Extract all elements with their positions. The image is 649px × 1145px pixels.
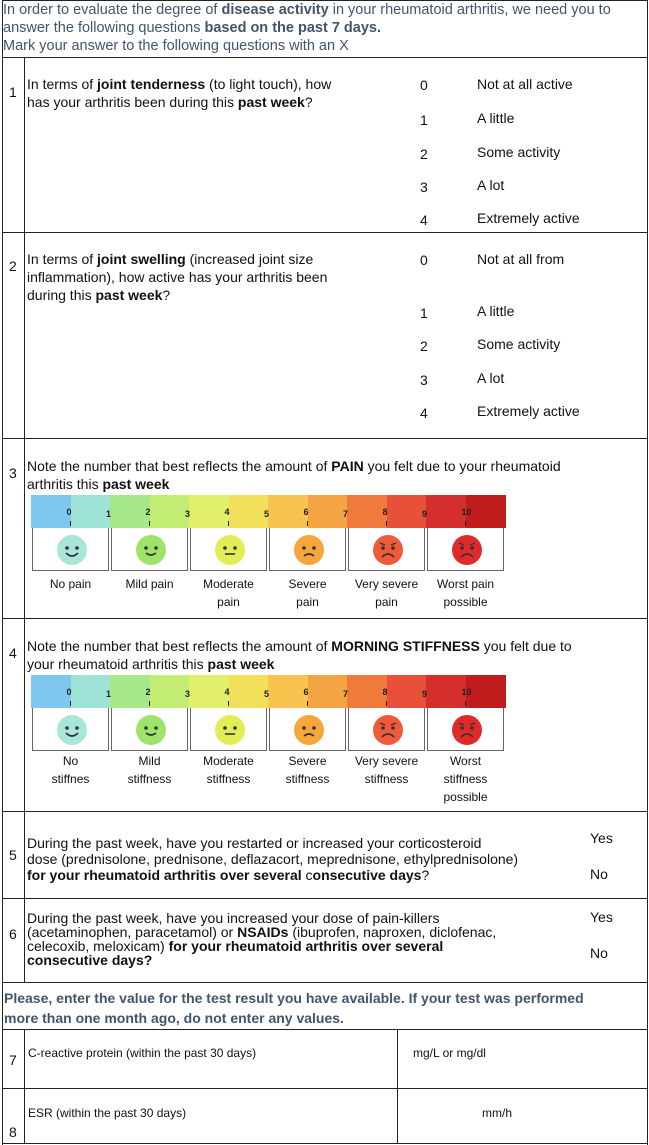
header-line-1: In order to evaluate the degree of disease activity in your rheumatoid arthritis, we need you to (3, 2, 611, 18)
scale-tick-label: 4 (224, 507, 230, 517)
border-left (2, 0, 3, 1145)
face-box (348, 708, 425, 751)
scale-label-line: stiffness (364, 772, 409, 786)
option-value[interactable]: 1 (420, 305, 428, 321)
face-icon (213, 533, 247, 572)
border-bottom (2, 1143, 648, 1144)
scale-label-line: Mild pain (125, 577, 174, 591)
row-divider (2, 982, 648, 983)
scale-segment[interactable] (308, 675, 348, 708)
option-value[interactable]: 4 (420, 212, 428, 228)
scale-segment[interactable] (189, 495, 229, 528)
face-box (348, 528, 425, 571)
face-icon (450, 713, 484, 752)
scale-label-line: possible (443, 790, 488, 804)
row-divider (2, 618, 648, 619)
scale-tick-mark (465, 701, 466, 706)
question-4-text: Note the number that best reflects the amount of MORNING STIFFNESS you felt due to (27, 638, 572, 654)
scale-tick-label: 8 (382, 687, 388, 697)
scale-tick-mark (70, 521, 71, 526)
scale-label-line: stiffness (206, 772, 251, 786)
face-icon (292, 533, 326, 572)
scale-segment[interactable] (31, 495, 71, 528)
option-label[interactable]: A lot (477, 177, 505, 193)
question-3-text: arthritis this past week (27, 476, 170, 492)
scale-label-line: pain (217, 595, 240, 609)
question-2-text: inflammation), how active has your arthritis been (27, 269, 328, 285)
scale-tick-label: 3 (185, 689, 191, 699)
scale-tick-label: 1 (106, 689, 112, 699)
scale-label (268, 575, 347, 611)
scale-label-line: stiffness (285, 772, 330, 786)
border-right (647, 0, 648, 1145)
question-number: 1 (9, 84, 17, 100)
scale-segment[interactable] (268, 495, 308, 528)
scale-label-line: Very severe (354, 577, 419, 591)
yes-option[interactable]: Yes (590, 830, 613, 846)
scale-label-line: pain (296, 595, 319, 609)
pain-scale[interactable] (31, 495, 505, 528)
scale-tick-mark (307, 521, 308, 526)
scale-label-line: stiffnes (51, 772, 90, 786)
scale-segment[interactable] (229, 495, 269, 528)
question-5-text: During the past week, have you restarted or increased your corticosteroid (27, 835, 482, 851)
question-5-text: for your rheumatoid arthritis over several consecutive days? (27, 867, 430, 883)
scale-label-line: Worst pain (436, 577, 495, 591)
scale-tick-label: 9 (422, 509, 428, 519)
scale-segment[interactable] (387, 495, 427, 528)
scale-tick-mark (228, 521, 229, 526)
scale-tick-label: 1 (106, 509, 112, 519)
scale-label (110, 575, 189, 593)
face-icon (134, 533, 168, 572)
scale-label-line: Severe (288, 754, 327, 768)
scale-tick-label: 3 (185, 509, 191, 519)
option-label[interactable]: A lot (477, 370, 505, 386)
scale-label-line: Moderate (203, 754, 254, 768)
number-column-divider (24, 57, 25, 982)
option-value[interactable]: 4 (420, 405, 428, 421)
scale-label-line: No (62, 754, 79, 768)
option-label[interactable]: Extremely active (477, 403, 580, 419)
scale-label (189, 575, 268, 611)
option-label[interactable]: Some activity (477, 144, 561, 160)
scale-label-line: pain (375, 595, 398, 609)
question-1-text: has your arthritis been during this past week? (27, 94, 313, 110)
question-number: 4 (9, 645, 17, 661)
face-box (32, 528, 109, 571)
face-icon (371, 713, 405, 752)
scale-tick-mark (465, 521, 466, 526)
row-divider (2, 57, 648, 58)
header-line-3: Mark your answer to the following questions with an X (3, 38, 349, 54)
scale-label-line: No pain (49, 577, 92, 591)
option-label[interactable]: A little (477, 303, 515, 319)
scale-label (268, 752, 347, 788)
esr-unit: mm/h (482, 1106, 512, 1120)
yes-option[interactable]: Yes (590, 909, 613, 925)
scale-tick-label: 0 (66, 687, 72, 697)
question-6-text: During the past week, have you increased your dose of pain-killers (27, 910, 440, 926)
scale-segment[interactable] (268, 675, 308, 708)
scale-label (347, 575, 426, 611)
scale-tick-mark (307, 701, 308, 706)
scale-tick-label: 6 (303, 687, 309, 697)
row-divider (2, 811, 648, 812)
question-number: 2 (9, 258, 17, 274)
scale-segment[interactable] (229, 675, 269, 708)
scale-segment[interactable] (347, 675, 387, 708)
scale-tick-label: 10 (461, 687, 472, 697)
scale-segment[interactable] (71, 495, 111, 528)
face-icon (450, 533, 484, 572)
scale-label-line: Worst (449, 754, 482, 768)
scale-tick-label: 0 (66, 507, 72, 517)
option-value[interactable]: 2 (420, 338, 428, 354)
question-2-text: In terms of joint swelling (increased joint size (27, 251, 314, 267)
crp-value-field[interactable] (398, 1030, 647, 1088)
stiffness-labels (31, 752, 505, 806)
scale-tick-mark (149, 701, 150, 706)
row-divider (2, 438, 648, 439)
face-box (111, 708, 188, 751)
face-icon (55, 713, 89, 752)
face-icon (55, 533, 89, 572)
face-box (190, 528, 267, 571)
scale-segment[interactable] (110, 495, 150, 528)
scale-tick-label: 9 (422, 689, 428, 699)
scale-tick-mark (228, 701, 229, 706)
face-icon (371, 533, 405, 572)
face-icon (134, 713, 168, 752)
face-icon (213, 713, 247, 752)
option-value[interactable]: 0 (420, 77, 428, 93)
scale-label-line: Severe (288, 577, 327, 591)
scale-label (31, 575, 110, 593)
scale-label (31, 752, 110, 788)
question-1-text: In terms of joint tenderness (to light touch), how (27, 76, 332, 92)
face-box (269, 708, 346, 751)
scale-segment[interactable] (150, 675, 190, 708)
stiffness-scale[interactable] (31, 675, 505, 708)
scale-tick-label: 7 (343, 509, 349, 519)
face-box (111, 528, 188, 571)
option-value[interactable]: 0 (420, 252, 428, 268)
scale-tick-label: 5 (264, 509, 270, 519)
question-2-text: during this past week? (27, 287, 171, 303)
stiffness-faces (31, 708, 505, 751)
option-label[interactable]: A little (477, 110, 515, 126)
option-label[interactable]: Extremely active (477, 210, 580, 226)
scale-segment[interactable] (150, 495, 190, 528)
scale-label (189, 752, 268, 788)
scale-segment[interactable] (426, 675, 466, 708)
scale-label-line: Mild (138, 754, 161, 768)
number-column-divider (24, 1029, 25, 1144)
option-label[interactable]: Some activity (477, 336, 561, 352)
question-6-text: celecoxib, meloxicam) for your rheumatoid arthritis over several (27, 938, 444, 954)
scale-tick-mark (70, 701, 71, 706)
scale-label (426, 752, 505, 806)
scale-tick-label: 5 (264, 689, 270, 699)
instruction-text: Please, enter the value for the test result you have available. If your test was performed (4, 990, 584, 1006)
question-6-text: (acetaminophen, paracetamol) or NSAIDs (ibuprofen, naproxen, diclofenac, (27, 924, 497, 940)
header-line-2: answer the following questions based on the past 7 days. (3, 20, 381, 36)
option-value[interactable]: 1 (420, 112, 428, 128)
scale-tick-label: 2 (145, 687, 151, 697)
scale-label-line: Very severe (354, 754, 419, 768)
question-3-text: Note the number that best reflects the amount of PAIN you felt due to your rheumatoid (27, 458, 561, 474)
crp-unit: mg/L or mg/dl (413, 1046, 486, 1060)
scale-label-line: Moderate (203, 577, 254, 591)
option-value[interactable]: 3 (420, 372, 428, 388)
border-top (2, 0, 648, 1)
scale-segment[interactable] (110, 675, 150, 708)
scale-label-line: stiffness (127, 772, 172, 786)
scale-segment[interactable] (189, 675, 229, 708)
question-6-text: consecutive days? (27, 952, 153, 968)
face-box (427, 528, 504, 571)
question-4-text: your rheumatoid arthritis this past week (27, 656, 275, 672)
esr-value-field[interactable] (398, 1089, 647, 1143)
pain-labels (31, 575, 505, 611)
scale-tick-label: 7 (343, 689, 349, 699)
face-box (269, 528, 346, 571)
no-option[interactable]: No (590, 945, 608, 961)
esr-label: ESR (within the past 30 days) (28, 1106, 187, 1120)
instruction-text: more than one month ago, do not enter any values. (4, 1010, 344, 1026)
scale-segment[interactable] (31, 675, 71, 708)
scale-label (426, 575, 505, 611)
scale-tick-label: 4 (224, 687, 230, 697)
scale-tick-label: 2 (145, 507, 151, 517)
scale-label (347, 752, 426, 788)
scale-label-line: possible (443, 595, 488, 609)
scale-segment[interactable] (308, 495, 348, 528)
scale-segment[interactable] (387, 675, 427, 708)
scale-tick-label: 10 (461, 507, 472, 517)
row-divider (2, 898, 648, 899)
face-icon (292, 713, 326, 752)
question-number: 7 (9, 1052, 17, 1068)
scale-segment[interactable] (347, 495, 387, 528)
option-value[interactable]: 3 (420, 179, 428, 195)
question-number: 6 (9, 926, 17, 942)
face-box (427, 708, 504, 751)
scale-label (110, 752, 189, 788)
option-value[interactable]: 2 (420, 146, 428, 162)
question-number: 3 (9, 465, 17, 481)
scale-tick-label: 8 (382, 507, 388, 517)
option-label[interactable]: Not at all from (477, 251, 565, 267)
face-box (32, 708, 109, 751)
pain-faces (31, 528, 505, 571)
scale-tick-mark (386, 701, 387, 706)
question-number: 5 (9, 847, 17, 863)
scale-segment[interactable] (71, 675, 111, 708)
scale-label-line: stiffness (443, 772, 488, 786)
face-box (190, 708, 267, 751)
scale-tick-label: 6 (303, 507, 309, 517)
scale-tick-mark (386, 521, 387, 526)
crp-label: C-reactive protein (within the past 30 days) (28, 1046, 257, 1060)
no-option[interactable]: No (590, 866, 608, 882)
scale-segment[interactable] (426, 495, 466, 528)
row-divider (2, 232, 648, 233)
option-label[interactable]: Not at all active (477, 76, 573, 92)
scale-tick-mark (149, 521, 150, 526)
question-number: 8 (9, 1124, 17, 1140)
question-5-text: dose (prednisolone, prednisone, deflazacort, meprednisone, ethylprednisolone) (27, 851, 519, 867)
